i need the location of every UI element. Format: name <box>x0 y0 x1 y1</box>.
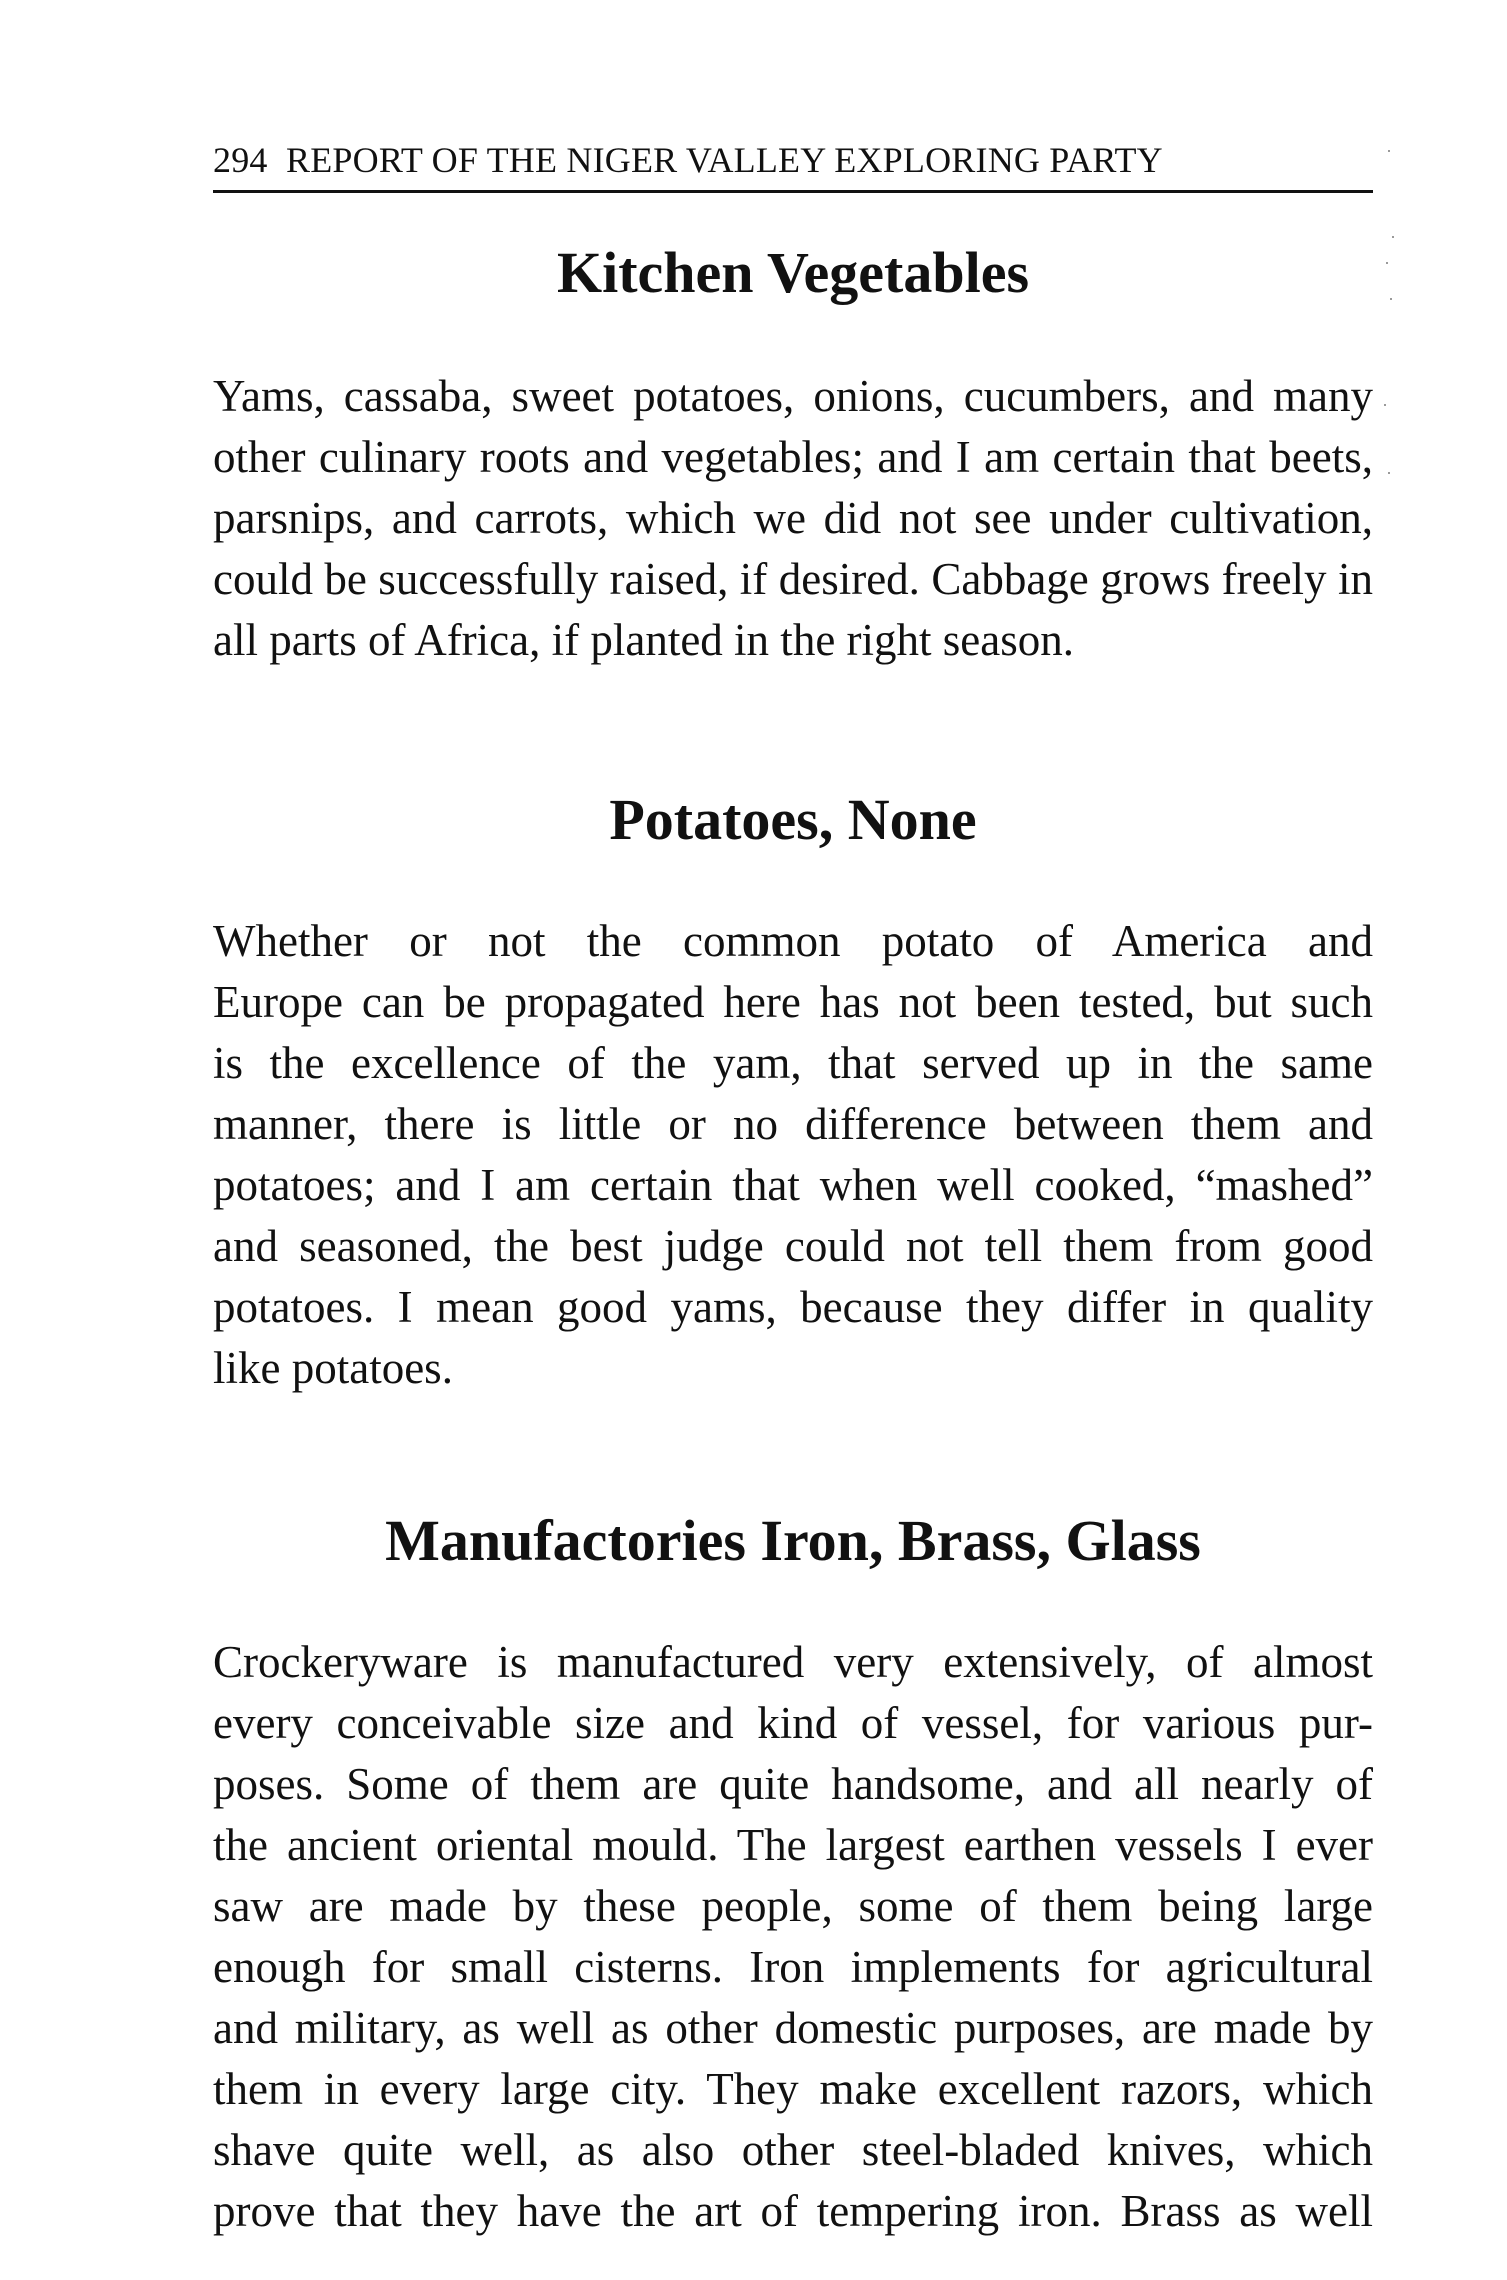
text-line: other culinary roots and vegetables; and I am certain that beets, <box>213 432 1373 482</box>
header-rule <box>213 190 1373 193</box>
scan-speck <box>1392 236 1394 238</box>
section-body-kitchen-vegetables <box>213 366 1373 671</box>
text-line: Crockeryware is manufactured very extensively, of almost <box>213 1637 1373 1687</box>
section-heading-manufactories: Manufactories Iron, Brass, Glass <box>385 1508 1201 1573</box>
section-body-manufactories <box>213 1632 1373 2242</box>
text-line: manner, there is little or no difference between them and <box>213 1099 1373 1149</box>
text-line: potatoes. I mean good yams, because they differ in quality <box>213 1282 1373 1332</box>
text-line: every conceivable size and kind of vessel, for various pur- <box>213 1698 1373 1748</box>
text-line: all parts of Africa, if planted in the right season. <box>213 615 1074 665</box>
running-title: REPORT OF THE NIGER VALLEY EXPLORING PARTY <box>286 140 1163 180</box>
text-line: enough for small cisterns. Iron implements for agricultural <box>213 1942 1373 1992</box>
text-line: shave quite well, as also other steel-bladed knives, which <box>213 2125 1373 2175</box>
text-line: like potatoes. <box>213 1343 453 1393</box>
text-line: and seasoned, the best judge could not tell them from good <box>213 1221 1373 1271</box>
section-body-potatoes-none <box>213 911 1373 1399</box>
text-line: prove that they have the art of tempering iron. Brass as well <box>213 2186 1373 2236</box>
running-head <box>213 138 1373 182</box>
text-line: Europe can be propagated here has not been tested, but such <box>213 977 1373 1027</box>
text-line: and military, as well as other domestic purposes, are made by <box>213 2003 1373 2053</box>
text-line: potatoes; and I am certain that when well cooked, “mashed” <box>213 1160 1373 1210</box>
text-line: Whether or not the common potato of America and <box>213 916 1373 966</box>
text-line: is the excellence of the yam, that served up in the same <box>213 1038 1373 1088</box>
text-line: them in every large city. They make excellent razors, which <box>213 2064 1373 2114</box>
scan-speck <box>1386 262 1388 264</box>
text-line: Yams, cassaba, sweet potatoes, onions, cucumbers, and many <box>213 371 1373 421</box>
text-line: saw are made by these people, some of them being large <box>213 1881 1373 1931</box>
section-heading-potatoes-none: Potatoes, None <box>609 787 977 852</box>
scan-speck <box>1388 472 1390 474</box>
section-heading-kitchen-vegetables: Kitchen Vegetables <box>556 240 1030 305</box>
scan-speck <box>1390 298 1392 300</box>
text-line: parsnips, and carrots, which we did not see under cultivation, <box>213 493 1373 543</box>
scan-speck <box>1384 404 1386 406</box>
text-line: could be successfully raised, if desired. Cabbage grows freely in <box>213 554 1373 604</box>
page-number: 294 <box>213 140 268 180</box>
scan-speck <box>1388 150 1390 152</box>
text-line: poses. Some of them are quite handsome, and all nearly of <box>213 1759 1373 1809</box>
text-line: the ancient oriental mould. The largest earthen vessels I ever <box>213 1820 1373 1870</box>
